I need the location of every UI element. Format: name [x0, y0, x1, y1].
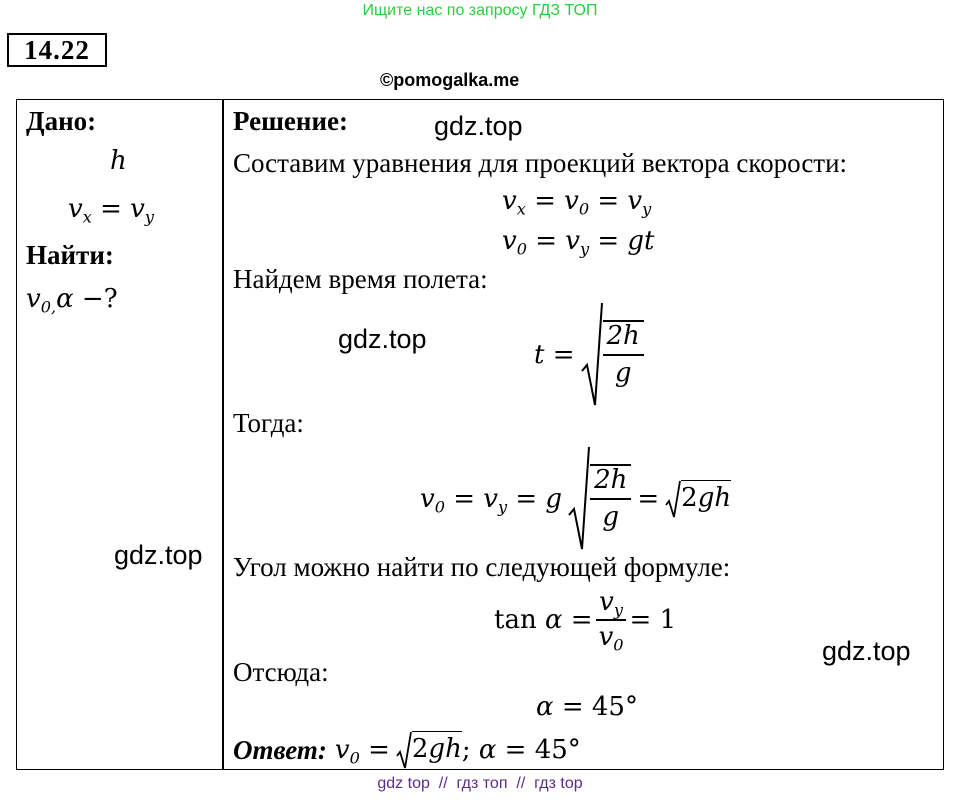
given-velocity-equality: $v_x = v_y$ [68, 194, 154, 227]
copyright: ©pomogalka.me [380, 70, 520, 90]
watermark: gdz.top [114, 540, 203, 570]
solution-table [16, 99, 944, 770]
solution-title: Решение: [233, 106, 348, 136]
find-value: $v_{0,}\alpha$ −? [26, 284, 118, 317]
v0-formula: $v_0 = v_y = g$ $\frac{2h}{g}$ = 2gh [420, 444, 731, 554]
given-title: Дано: [26, 106, 97, 136]
find-title: Найти: [26, 240, 114, 270]
given-height: h [110, 146, 127, 176]
tan-formula: tan α = $\frac{v_y}{v_0}$ = 1 [494, 587, 677, 655]
watermark: gdz.top [434, 111, 523, 141]
hence-text: Отсюда: [233, 657, 329, 687]
equation-2: $v_0 = v_y$ = gt [502, 226, 655, 259]
answer-label: Ответ: [233, 734, 327, 765]
watermark: gdz.top [822, 636, 911, 666]
sqrt-sign [581, 301, 603, 409]
problem-number: 14.22 [7, 33, 107, 67]
then-text: Тогда: [233, 408, 304, 438]
answer-line: Ответ: $v_0$ = 2gh ; α = 45° [233, 730, 581, 770]
sqrt-sign [665, 479, 681, 519]
footer-links[interactable]: gdz top // гдз топ // гдз top [377, 775, 583, 792]
time-text: Найдем время полета: [233, 264, 488, 294]
solution-intro: Составим уравнения для проекций вектора скорости: [233, 148, 848, 178]
top-search-link[interactable]: Ищите нас по запросу ГДЗ ТОП [362, 2, 598, 19]
angle-text: Угол можно найти по следующей формуле: [233, 552, 731, 582]
time-formula: t = $\frac{2h}{g}$ [534, 300, 644, 410]
sqrt-sign [568, 445, 590, 553]
sqrt-sign [396, 730, 412, 770]
alpha-formula: α = 45° [536, 692, 638, 722]
column-divider [222, 99, 224, 770]
equation-1: $v_x = v_0 = v_y$ [502, 186, 652, 219]
watermark: gdz.top [338, 324, 427, 354]
